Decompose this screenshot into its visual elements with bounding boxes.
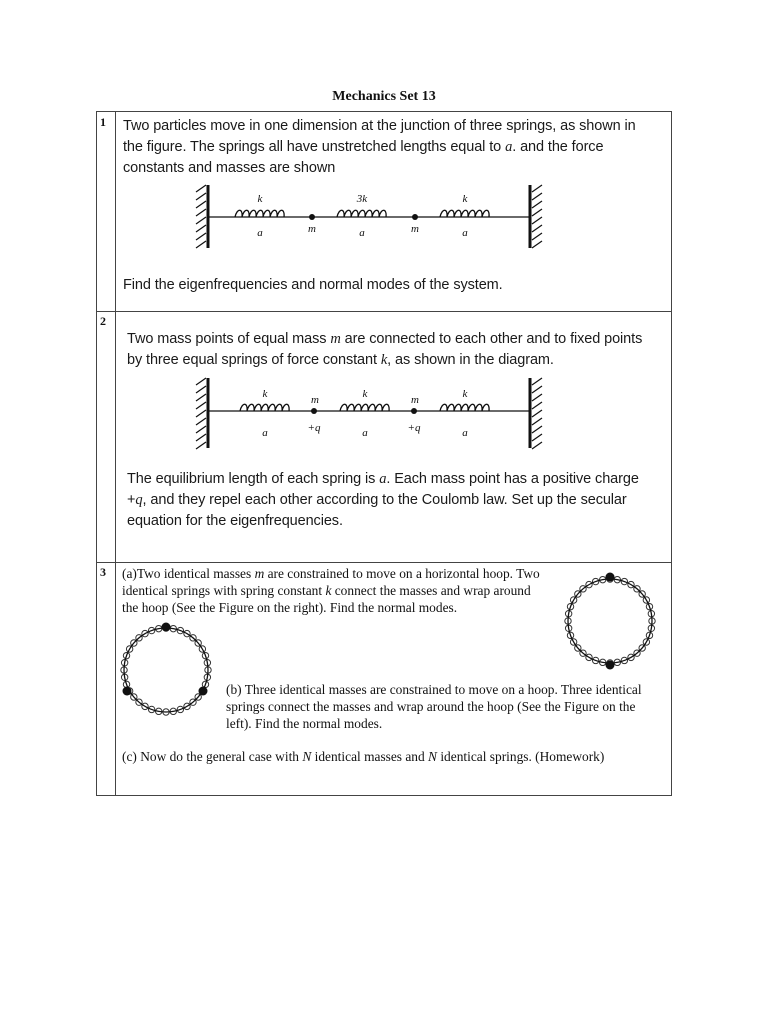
mass-top — [606, 573, 615, 582]
spring-3-length: a — [462, 427, 468, 439]
page-title: Mechanics Set 13 — [332, 89, 436, 104]
mass-bottom — [606, 661, 615, 670]
spring-3-coil — [440, 210, 489, 217]
mass-2 — [412, 214, 418, 220]
row-divider-2 — [96, 562, 672, 563]
mass-2-label: m — [411, 223, 419, 235]
left-wall — [196, 378, 208, 449]
spring-3-constant: k — [462, 388, 468, 400]
spring-2-constant: k — [362, 388, 368, 400]
mass-top — [162, 623, 171, 632]
right-wall — [530, 185, 542, 248]
spring-2-length: a — [362, 427, 368, 439]
right-wall — [530, 378, 542, 449]
problem-1-question: Find the eigenfrequencies and normal modes of the system. — [123, 277, 503, 293]
spring-1-coil — [235, 210, 284, 217]
hoop-two-masses-figure — [562, 573, 658, 669]
mass-1 — [309, 214, 315, 220]
problem-3-part-b: (b) Three identical masses are constrained to move on a hoop. Three identical springs connect the masses and wrap around the hoop (See the Figure on the left). Find the normal modes. — [226, 682, 642, 731]
mass-1-label: m — [311, 394, 319, 406]
spring-1-length: a — [257, 227, 263, 239]
table-top-border — [96, 111, 672, 112]
spring-3-coil — [440, 404, 489, 411]
mass-1 — [311, 408, 317, 414]
spring-1-constant: k — [257, 193, 263, 205]
left-wall — [196, 185, 208, 248]
problem-2-statement: Two mass points of equal mass m are connected to each other and to fixed points by three equal springs of force constant k, as shown in the diagram. — [127, 331, 643, 368]
hoop-three-masses-figure — [118, 622, 214, 718]
row-divider-1 — [96, 311, 672, 312]
problem-3-part-c: (c) Now do the general case with N identical masses and N identical springs. (Homework) — [122, 749, 605, 764]
spring-2-length: a — [359, 227, 365, 239]
mass-left — [123, 687, 132, 696]
problem-1-spring-figure — [190, 180, 550, 262]
mass-1-charge: +q — [307, 422, 321, 434]
mass-right — [199, 687, 208, 696]
spring-1-constant: k — [262, 388, 268, 400]
spring-2-constant: 3k — [356, 193, 368, 205]
mass-2 — [411, 408, 417, 414]
problem-1-statement: Two particles move in one dimension at the junction of three springs, as shown in the figure. The springs all have unstretched lengths equal to a. and the force constants and masses are shown — [123, 118, 636, 176]
spring-2-coil — [337, 210, 386, 217]
problem-number-1: 1 — [100, 115, 106, 129]
mass-2-label: m — [411, 394, 419, 406]
spring-3-length: a — [462, 227, 468, 239]
problem-2-question: The equilibrium length of each spring is a. Each mass point has a positive charge +q, and they repel each other according to the Coulomb law. Set up the secular equation for the eigenfrequencies. — [127, 471, 639, 529]
spring-3-constant: k — [462, 193, 468, 205]
spring-2-coil — [340, 404, 389, 411]
mass-1-label: m — [308, 223, 316, 235]
table-right-border — [671, 111, 672, 796]
problem-number-3: 3 — [100, 565, 106, 579]
problem-number-2: 2 — [100, 314, 106, 328]
table-bottom-border — [96, 795, 672, 796]
spring-1-coil — [240, 404, 289, 411]
spring-1-length: a — [262, 427, 268, 439]
number-column-divider — [115, 111, 116, 796]
table-left-border — [96, 111, 97, 796]
problem-3-part-a: (a)Two identical masses m are constrained to move on a horizontal hoop. Two identical springs with spring constant k connect the masses and wrap around the hoop (See the Figure on the right). Find the normal modes. — [122, 566, 540, 615]
mass-2-charge: +q — [407, 422, 421, 434]
problem-2-spring-figure — [190, 375, 550, 455]
